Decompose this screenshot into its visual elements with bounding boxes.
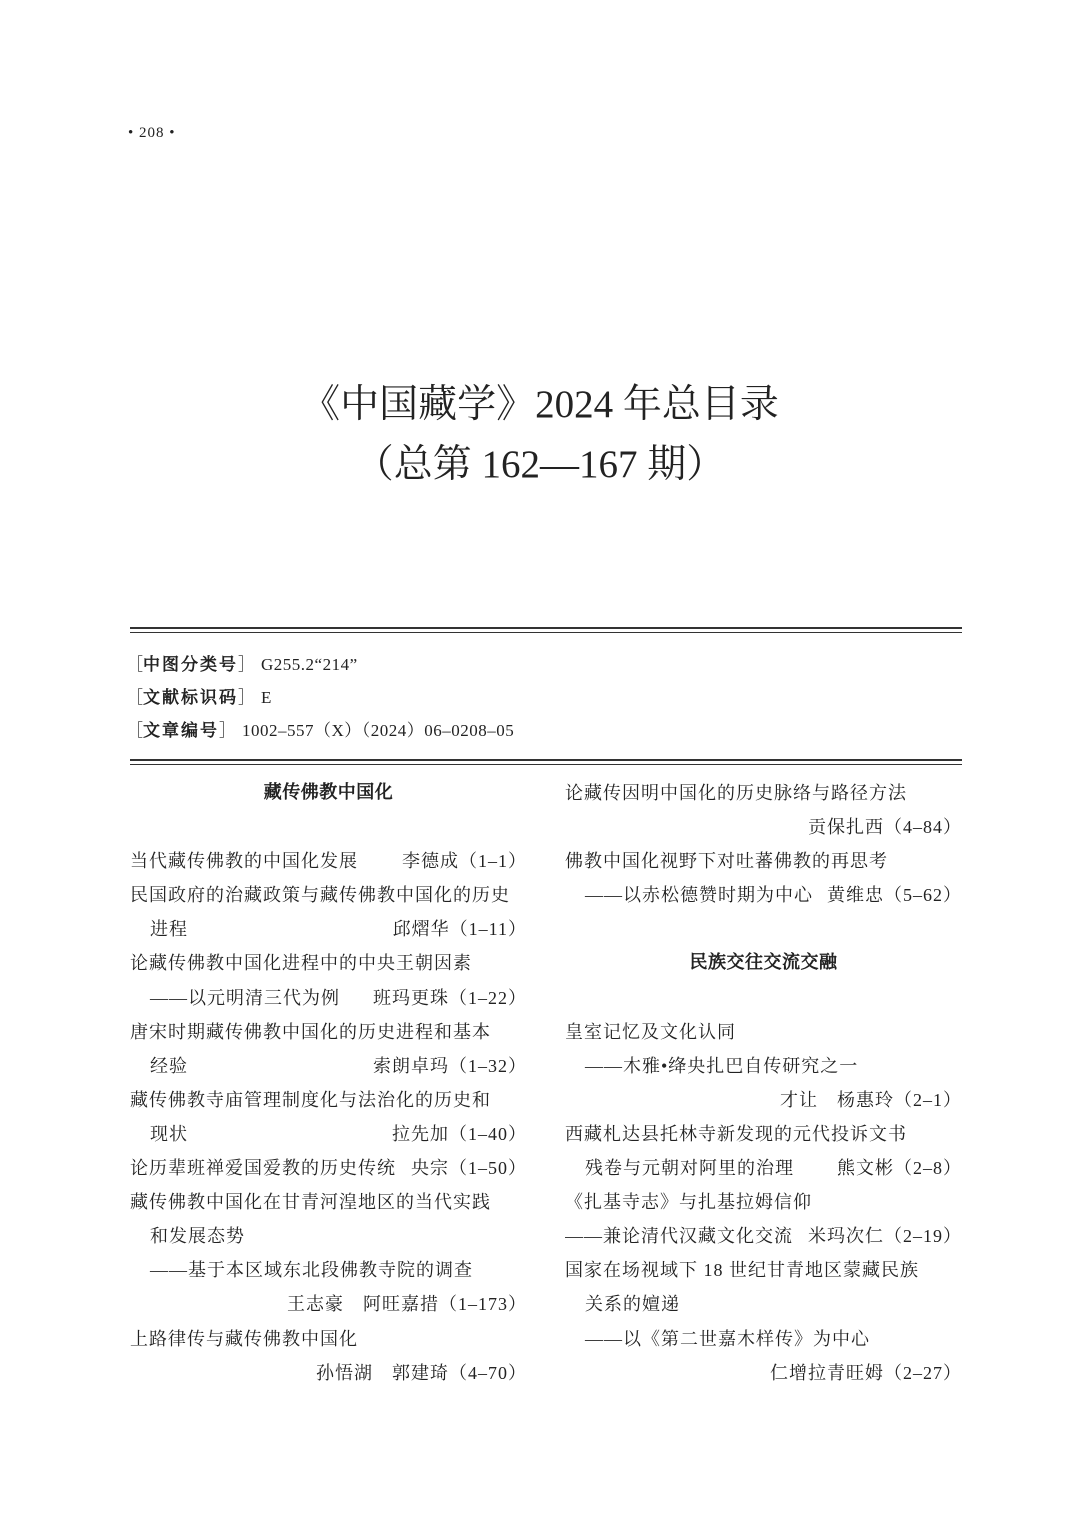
section-heading: 民族交往交流交融 (689, 952, 838, 974)
toc-entry-line (565, 844, 962, 878)
bracket-close: ］ (219, 721, 236, 740)
entry-title: 佛教中国化视野下对吐蕃佛教的再思考 (565, 851, 888, 872)
entry-byline (393, 912, 527, 946)
entry-byline (392, 1117, 527, 1151)
meta-document-code (126, 681, 962, 714)
entry-pages: （4–70） (449, 1362, 527, 1383)
entry-subtitle: ——以《第二世嘉木样传》为中心 (585, 1328, 870, 1349)
entry-title-continued: 经验 (150, 1055, 188, 1076)
entry-author: 央宗 (411, 1158, 449, 1179)
toc-entry-line (130, 912, 527, 946)
document-title (0, 375, 1080, 495)
meta-article-number (126, 714, 962, 747)
entry-author: 熊文彬 (837, 1158, 894, 1179)
entry-subtitle: ——基于本区域东北段佛教寺院的调查 (150, 1260, 473, 1281)
bracket-close: ］ (238, 655, 255, 674)
entry-author: 仁增拉青旺姆 (770, 1362, 884, 1383)
entry-pages: （2–19） (884, 1226, 962, 1247)
entry-author: 贡保扎西 (808, 817, 884, 838)
entry-pages: （1–32） (449, 1055, 527, 1076)
toc-entry-line (565, 1287, 962, 1321)
toc-entry-line (130, 981, 527, 1015)
toc-entry-line (130, 878, 527, 912)
entry-byline (402, 844, 527, 878)
entry-pages: （5–62） (884, 885, 962, 906)
top-rule-thin (130, 632, 962, 633)
entry-title-continued: 关系的嬗递 (585, 1294, 680, 1315)
entry-pages: （2–1） (894, 1089, 962, 1110)
toc-entry-line (565, 1151, 962, 1185)
meta-label: 文章编号 (143, 721, 219, 741)
toc-entry-line (130, 1117, 527, 1151)
entry-title-continued: 进程 (150, 919, 188, 940)
toc-column-right (565, 776, 962, 1390)
entry-pages: （4–84） (884, 817, 962, 838)
entry-author: 索朗卓玛 (373, 1055, 449, 1076)
entry-pages: （1–11） (449, 919, 527, 940)
entry-title: 皇室记忆及文化认同 (565, 1021, 736, 1042)
toc-entry-line (130, 1015, 527, 1049)
entry-author: 孙悟湖 郭建琦 (316, 1362, 449, 1383)
entry-pages: （1–22） (449, 987, 527, 1008)
top-rule-thick (130, 627, 962, 629)
toc-entry-line (565, 1322, 962, 1356)
entry-pages: （1–173） (439, 1294, 527, 1315)
entry-title: 藏传佛教寺庙管理制度化与法治化的历史和 (130, 1089, 491, 1110)
blank-line (565, 912, 962, 946)
entry-pages: （1–50） (449, 1158, 527, 1179)
entry-title: 藏传佛教中国化在甘青河湟地区的当代实践 (130, 1192, 491, 1213)
toc-entry-line (130, 1253, 527, 1287)
bottom-rule-thin (130, 764, 962, 765)
entry-pages: （2–27） (884, 1362, 962, 1383)
article-metadata (126, 648, 962, 747)
toc-entry-line (565, 776, 962, 810)
toc-entry-line (565, 1219, 962, 1253)
toc-entry-line (130, 1185, 527, 1219)
entry-byline (411, 1151, 527, 1185)
entry-author: 邱熠华 (392, 919, 450, 940)
entry-author: 拉先加 (392, 1123, 449, 1144)
title-issue-range: （总第 162—167 期） (354, 443, 726, 486)
title-main: 《中国藏学》2024 年总目录 (301, 383, 779, 426)
entry-byline (373, 981, 527, 1015)
entry-title: 唐宋时期藏传佛教中国化的历史进程和基本 (130, 1021, 491, 1042)
entry-title: 西藏札达县托林寺新发现的元代投诉文书 (565, 1123, 907, 1144)
toc-entry-line (565, 1015, 962, 1049)
toc-entry-line (565, 1185, 962, 1219)
entry-title: 民国政府的治藏政策与藏传佛教中国化的历史 (130, 885, 510, 906)
entry-author: 黄维忠 (827, 885, 884, 906)
toc-entry-line (565, 1049, 962, 1083)
entry-title: 国家在场视域下 18 世纪甘青地区蒙藏民族 (565, 1260, 919, 1281)
toc-entry-line (565, 1356, 962, 1390)
entry-title-continued: 和发展态势 (150, 1226, 245, 1247)
toc-entry-line (130, 844, 527, 878)
meta-value: 1002–557（X）（2024）06–0208–05 (242, 721, 515, 740)
entry-title: 论藏传因明中国化的历史脉络与路径方法 (565, 783, 907, 803)
bracket-open: ［ (126, 655, 143, 674)
meta-label: 文献标识码 (143, 688, 238, 708)
entry-author: 李德成 (402, 851, 459, 872)
entry-title: 《扎基寺志》与扎基拉姆信仰 (565, 1192, 812, 1213)
entry-title: 当代藏传佛教的中国化发展 (130, 851, 358, 872)
bottom-rule-thick (130, 759, 962, 761)
entry-byline (287, 1287, 527, 1321)
entry-subtitle: ——以元明清三代为例 (150, 987, 340, 1008)
entry-title: 论藏传佛教中国化进程中的中央王朝因素 (130, 953, 472, 974)
entry-title-continued: 残卷与元朝对阿里的治理 (585, 1158, 794, 1179)
entry-byline (808, 1219, 962, 1253)
toc-entry-line (130, 1083, 527, 1117)
entry-byline (780, 1083, 962, 1117)
bracket-open: ［ (126, 688, 143, 707)
bracket-open: ［ (126, 721, 143, 740)
page-number: • 208 • (128, 125, 176, 141)
toc-column-left (130, 776, 527, 1390)
entry-byline (770, 1356, 962, 1390)
toc-entry-line (565, 1117, 962, 1151)
entry-title-continued: 现状 (150, 1123, 188, 1144)
entry-pages: （2–8） (894, 1158, 962, 1179)
entry-title: 论历辈班禅爱国爱教的历史传统 (130, 1158, 396, 1179)
meta-value: G255.2“214” (261, 655, 358, 674)
meta-classification-number (126, 648, 962, 681)
entry-author: 才让 杨惠玲 (780, 1089, 894, 1110)
entry-author: 米玛次仁 (808, 1226, 884, 1247)
entry-author: 王志豪 阿旺嘉措 (287, 1294, 439, 1315)
entry-byline (373, 1049, 527, 1083)
bracket-close: ］ (238, 688, 255, 707)
toc-entry-line (130, 1356, 527, 1390)
toc-entry-line (130, 1151, 527, 1185)
toc-entry-line (565, 810, 962, 844)
toc-entry-line (565, 1083, 962, 1117)
entry-byline (827, 878, 962, 912)
entry-pages: （1–40） (449, 1123, 527, 1144)
toc-entry-line (565, 1253, 962, 1287)
meta-label: 中图分类号 (143, 655, 238, 675)
toc-entry-line (130, 946, 527, 980)
entry-title: 上路律传与藏传佛教中国化 (130, 1328, 358, 1349)
toc-entry-line (130, 1049, 527, 1083)
toc-entry-line (565, 878, 962, 912)
entry-subtitle: ——兼论清代汉藏文化交流 (565, 1226, 793, 1247)
entry-pages: （1–1） (459, 851, 527, 872)
blank-line (565, 981, 962, 1015)
entry-subtitle: ——以赤松德赞时期为中心 (585, 885, 813, 906)
toc-entry-line (130, 1322, 527, 1356)
blank-line (130, 810, 527, 844)
toc-entry-line (130, 1219, 527, 1253)
entry-byline (808, 810, 962, 844)
meta-value: E (261, 688, 272, 707)
entry-subtitle: ——木雅•绛央扎巴自传研究之一 (585, 1055, 859, 1076)
entry-byline (837, 1151, 962, 1185)
entry-byline (316, 1356, 527, 1390)
section-heading: 藏传佛教中国化 (263, 782, 394, 803)
entry-author: 班玛更珠 (373, 987, 449, 1008)
toc-entry-line (130, 1287, 527, 1321)
